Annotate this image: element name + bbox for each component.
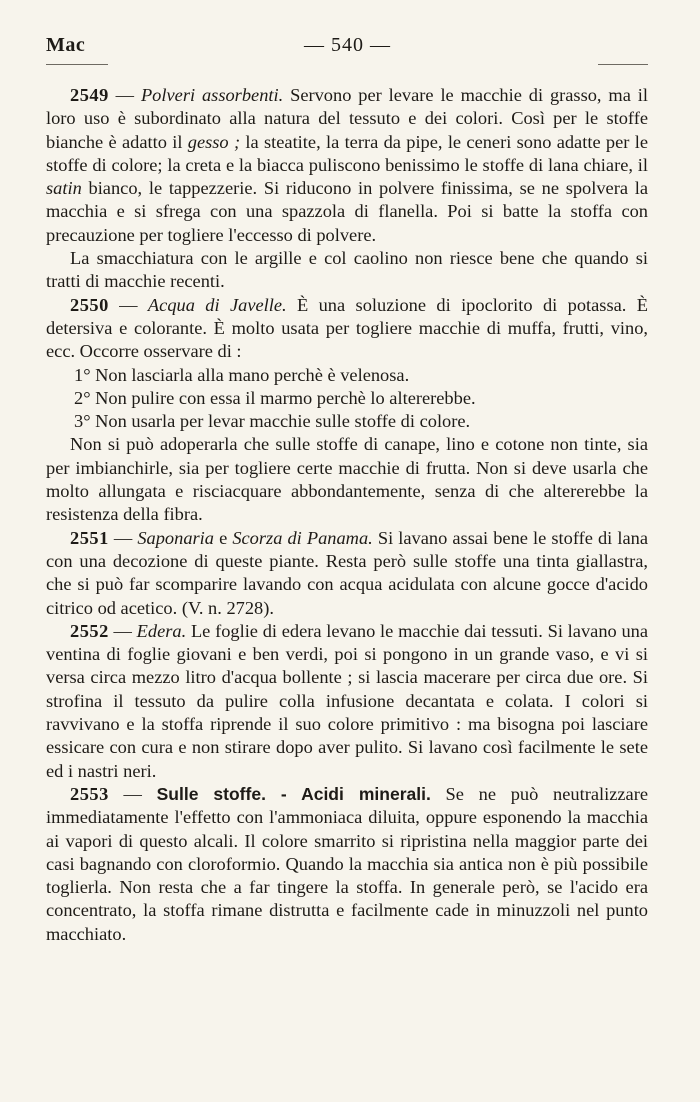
header-keyword: Mac [46,34,86,56]
list-item: 2° Non pulire con essa il marmo perchè lo altererebbe. [74,387,476,408]
entry-term: gesso ; [187,131,241,152]
entry-term: satin [46,178,82,199]
entry-conjunction: e [213,527,233,548]
entry-title: Edera. [136,620,187,641]
entry-text: bianco, le tappezzerie. Si riducono in polvere finissima, se ne spolvera la macchia e si sfrega con una spazzola di flanella. Poi si batte la stoffa con precauzione per togliere l'eccesso di polvere. [46,178,648,245]
entry-note: Non si può adoperarla che sulle stoffe di canape, lino e cotone non tinte, sia per imbianchirle, sia per togliere certe macchie di frutta. Non si deve usarla che molto allungata e risciacquare abbondantemente, senza di che altererebbe la resistenza della fibra. [46,434,648,525]
dash: — [108,527,138,548]
list-item: 3° Non usarla per levar macchie sulle stoffe di colore. [74,411,471,432]
dash: — [108,783,157,804]
entry-text: È una soluzione di ipoclorito di potassa. È detersiva e colorante. È molto usata per togliere macchie di muffa, frutti, vino, ecc. Occorre osservare di : [46,294,648,362]
entry-number: 2552 [70,620,109,641]
entry-text: la steatite, la terra da pipe, le ceneri sono adatte per le stoffe di colore; la creta e la biacca puliscono benissimo le stoffe di lana chiare, il [46,131,648,175]
entry-text: Si lavano assai bene le stoffe di lana con una decozione di queste piante. Resta però sulle stoffe una tinta giallastra, che si può far scomparire lavando con acqua acidulata con alcune gocce d'acido citrico od acetico. (V. n. 2728). [46,527,649,618]
dash: — [108,85,141,105]
entry-number: 2549 [70,85,109,105]
entry-2549 [46,84,648,247]
entry-text: Se ne può neutralizzare immediatamente l'effetto con l'ammoniaca diluita, oppure esponendo la macchia ai vapori di questo alcali. Il colore smarrito si ripristina nella maggior parte dei casi bagnando con cloroformio. Quando la macchia sia antica non è più possibile toglierla. Non resta che a far tingere la stoffa. In generale però, se l'acido era concentrato, la stoffa rimane distrutta e facilmente cade in minuzzoli nel punto macchiato. [46,783,648,944]
running-header [46,34,650,62]
dash: — [108,294,148,315]
page-body [46,84,648,946]
entry-title: Polveri assorbenti. [140,85,284,105]
entry-text: Le foglie di edera levano le macchie dai tessuti. Si lavano una ventina di foglie giovani e ben verdi, poi si pongono in un grande vaso, e vi si versa circa mezzo litro d'acqua bollente ; si lascia macerare per circa due ore. Si strofina il tessuto da pulire colla infusione decantata e colata. I colori si ravvivano e la stoffa riprende il suo colore primitivo : ma bisogna poi lasciare essicare con cura e non stirare dopo aver pulito. Si lavano così facilmente le sete ed i nastri neri. [46,620,648,781]
header-rule-right [598,64,648,65]
entry-title: Acqua di Javelle. [147,294,287,315]
entry-number: 2550 [70,294,109,315]
entry-note: La smacchiatura con le argille e col caolino non riesce bene che quando si tratti di macchie recenti. [46,248,648,292]
entry-2550 [46,294,648,364]
entry-number: 2553 [70,783,109,804]
entry-2552 [46,620,648,783]
dash: — [108,620,137,641]
header-rule-left [46,64,108,65]
entry-text: Servono per levare le macchie di grasso, ma il loro uso è subordinato alla natura del tessuto e dei colori. Così per le stoffe bianche è adatto il [46,85,648,152]
entry-2551 [46,527,648,620]
entry-number: 2551 [70,527,109,548]
page-number: — 540 — [304,34,391,56]
entry-2553 [46,783,648,946]
list-item: 1° Non lasciarla alla mano perchè è velenosa. [74,364,410,385]
entry-title: Saponaria [137,527,214,548]
entry-title: Sulle stoffe. - Acidi minerali. [156,783,431,804]
entry-title: Scorza di Panama. [232,527,373,548]
